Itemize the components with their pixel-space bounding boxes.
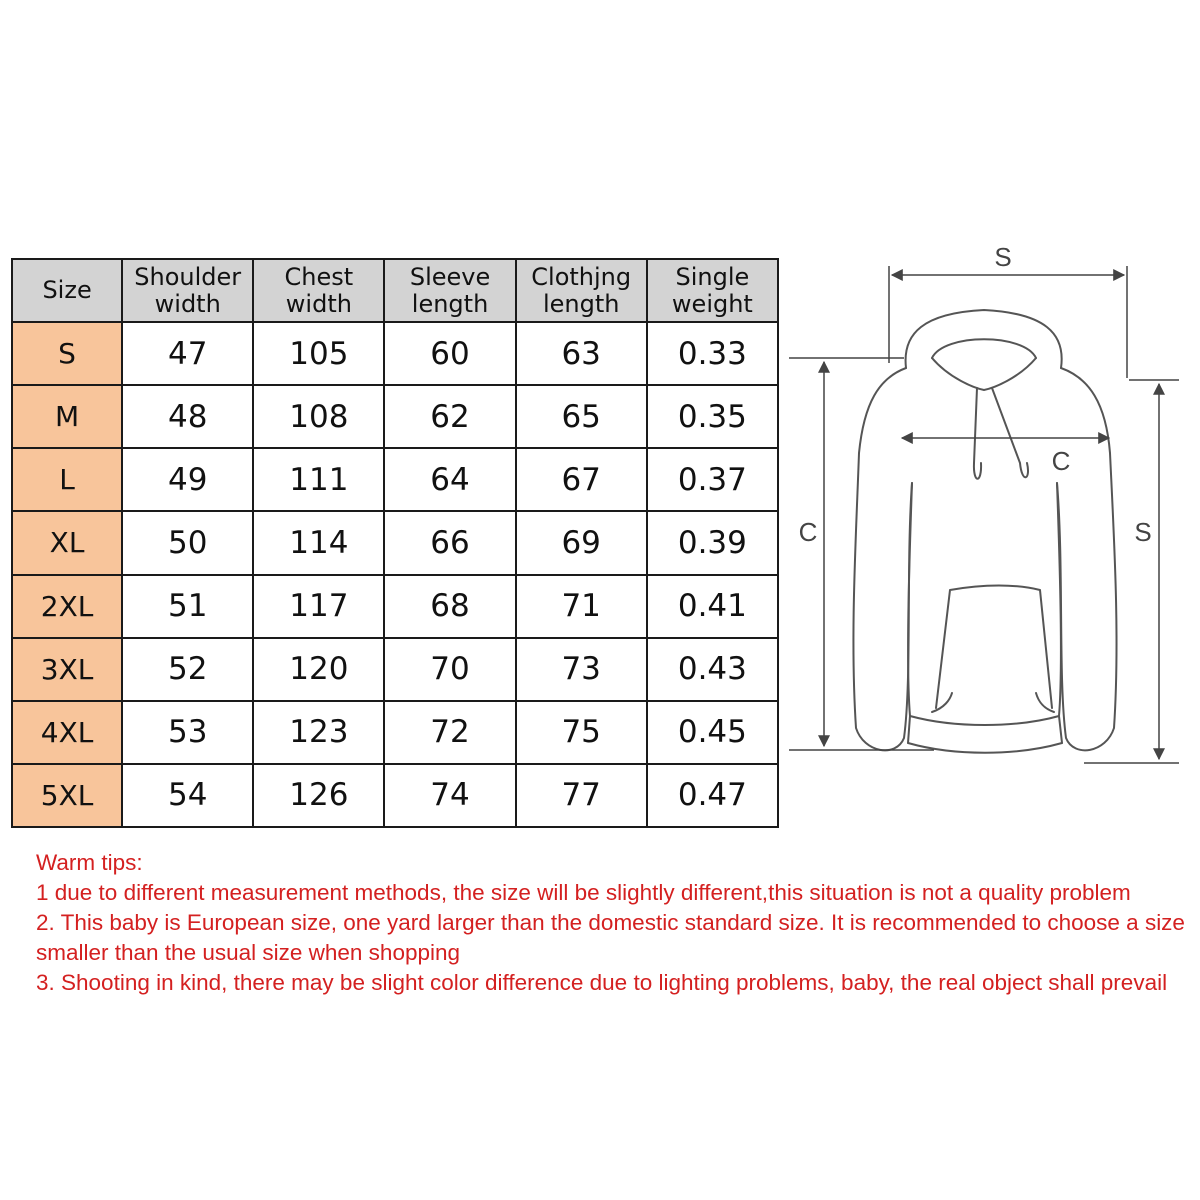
- size-chart-header: [12, 259, 778, 322]
- size-cell: 2XL: [12, 575, 122, 638]
- size-cell: 5XL: [12, 764, 122, 827]
- table-row: [12, 385, 778, 448]
- warm-tips: [36, 848, 1186, 998]
- table-row: [12, 701, 778, 764]
- shoulder-width-cell: 54: [122, 764, 253, 827]
- sleeve-length-cell: 74: [384, 764, 515, 827]
- header-row: [12, 259, 778, 322]
- single-weight-cell: 0.33: [647, 322, 778, 385]
- table-row: [12, 448, 778, 511]
- size-chart-body: [12, 322, 778, 827]
- table-row: [12, 511, 778, 574]
- header-shoulder-width: Shoulder width: [122, 259, 253, 322]
- hoodie-outline: [853, 310, 1116, 753]
- size-cell: 3XL: [12, 638, 122, 701]
- single-weight-cell: 0.39: [647, 511, 778, 574]
- table-row: [12, 322, 778, 385]
- clothing-length-cell: 65: [516, 385, 647, 448]
- warm-tip-1: 1 due to different measurement methods, the size will be slightly different,this situation is not a quality problem: [36, 880, 1131, 905]
- size-cell: XL: [12, 511, 122, 574]
- sleeve-length-cell: 66: [384, 511, 515, 574]
- shoulder-width-cell: 51: [122, 575, 253, 638]
- clothing-length-cell: 71: [516, 575, 647, 638]
- header-size: Size: [12, 259, 122, 322]
- single-weight-cell: 0.41: [647, 575, 778, 638]
- shoulder-width-cell: 49: [122, 448, 253, 511]
- size-cell: M: [12, 385, 122, 448]
- single-weight-cell: 0.35: [647, 385, 778, 448]
- chest-width-cell: 120: [253, 638, 384, 701]
- hoodie-diagram: [784, 238, 1190, 778]
- clothing-length-cell: 73: [516, 638, 647, 701]
- size-cell: S: [12, 322, 122, 385]
- sleeve-length-cell: 64: [384, 448, 515, 511]
- chest-width-cell: 108: [253, 385, 384, 448]
- shoulder-width-cell: 53: [122, 701, 253, 764]
- warm-tips-heading: Warm tips:: [36, 850, 143, 875]
- shoulder-width-cell: 50: [122, 511, 253, 574]
- clothing-length-cell: 63: [516, 322, 647, 385]
- single-weight-cell: 0.37: [647, 448, 778, 511]
- table-row: [12, 764, 778, 827]
- left-length-label: C: [798, 517, 818, 547]
- sleeve-length-cell: 68: [384, 575, 515, 638]
- right-sleeve-label: S: [1134, 517, 1152, 547]
- measurement-guides: [789, 266, 1179, 763]
- sleeve-length-cell: 60: [384, 322, 515, 385]
- chest-width-cell: 126: [253, 764, 384, 827]
- clothing-length-cell: 69: [516, 511, 647, 574]
- chest-width-cell: 114: [253, 511, 384, 574]
- single-weight-cell: 0.45: [647, 701, 778, 764]
- clothing-length-cell: 67: [516, 448, 647, 511]
- chest-width-cell: 111: [253, 448, 384, 511]
- chest-width-cell: 123: [253, 701, 384, 764]
- chest-width-label: C: [1051, 446, 1071, 476]
- size-chart-table: [11, 258, 779, 828]
- shoulder-width-cell: 48: [122, 385, 253, 448]
- single-weight-cell: 0.47: [647, 764, 778, 827]
- shoulder-width-cell: 52: [122, 638, 253, 701]
- header-chest-width: Chest width: [253, 259, 384, 322]
- clothing-length-cell: 77: [516, 764, 647, 827]
- table-row: [12, 575, 778, 638]
- header-clothing-length: Clothjng length: [516, 259, 647, 322]
- size-cell: 4XL: [12, 701, 122, 764]
- warm-tip-3: 3. Shooting in kind, there may be slight color difference due to lighting problems, baby, the real object shall prevail: [36, 970, 1168, 995]
- top-shoulder-label: S: [994, 242, 1012, 272]
- clothing-length-cell: 75: [516, 701, 647, 764]
- header-sleeve-length: Sleeve length: [384, 259, 515, 322]
- table-row: [12, 638, 778, 701]
- header-single-weight: Single weight: [647, 259, 778, 322]
- warm-tip-2: 2. This baby is European size, one yard larger than the domestic standard size. It is recommended to choose a size smaller than the usual size when shopping: [36, 910, 1185, 965]
- size-cell: L: [12, 448, 122, 511]
- chest-width-cell: 117: [253, 575, 384, 638]
- sleeve-length-cell: 62: [384, 385, 515, 448]
- shoulder-width-cell: 47: [122, 322, 253, 385]
- chest-width-cell: 105: [253, 322, 384, 385]
- sleeve-length-cell: 70: [384, 638, 515, 701]
- sleeve-length-cell: 72: [384, 701, 515, 764]
- single-weight-cell: 0.43: [647, 638, 778, 701]
